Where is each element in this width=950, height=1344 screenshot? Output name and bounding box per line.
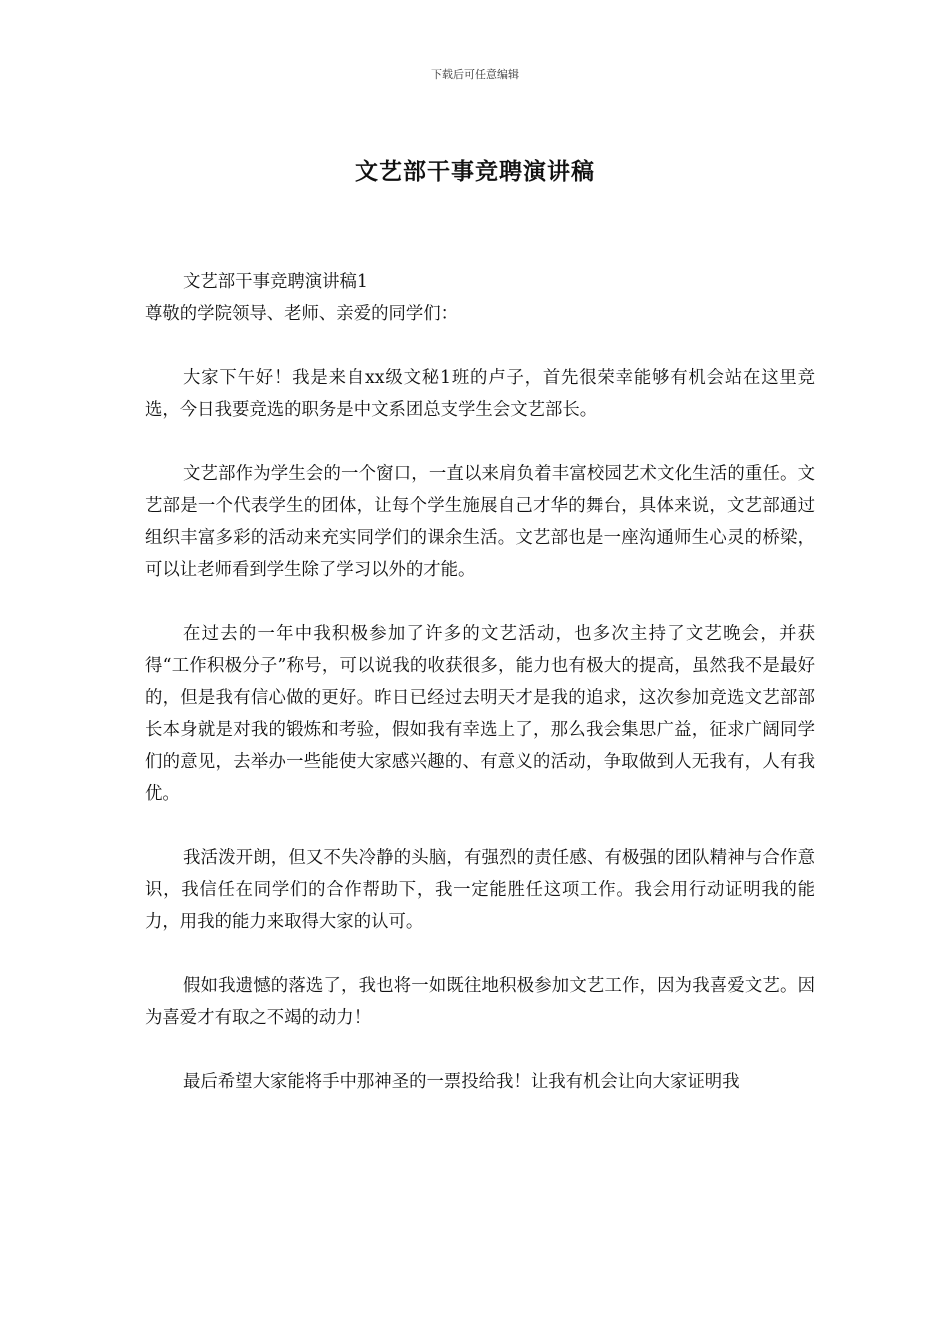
document-subtitle: 文艺部干事竞聘演讲稿1 xyxy=(183,272,368,292)
paragraph: 大家下午好！我是来自xx级文秘1班的卢子，首先很荣幸能够有机会站在这里竞选，今日我要竞选的职务是中文系团总支学生会文艺部长。 xyxy=(145,368,815,420)
paragraph: 最后希望大家能将手中那神圣的一票投给我！让我有机会让向大家证明我 xyxy=(183,1072,740,1092)
paragraph: 我活泼开朗，但又不失冷静的头脑，有强烈的责任感、有极强的团队精神与合作意识，我信任在同学们的合作帮助下，我一定能胜任这项工作。我会用行动证明我的能力，用我的能力来取得大家的认可。 xyxy=(145,848,815,932)
paragraph: 假如我遗憾的落选了，我也将一如既往地积极参加文艺工作，因为我喜爱文艺。因为喜爱才有取之不竭的动力！ xyxy=(145,976,815,1028)
paragraph: 在过去的一年中我积极参加了许多的文艺活动，也多次主持了文艺晚会，并获得“工作积极分子”称号，可以说我的收获很多，能力也有极大的提高，虽然我不是最好的，但是我有信心做的更好。昨日已经过去明天才是我的追求，这次参加竞选文艺部部长本身就是对我的锻炼和考验，假如我有幸选上了，那么我会集思广益，征求广阔同学们的意见，去举办一些能使大家感兴趣的、有意义的活动，争取做到人无我有，人有我优。 xyxy=(145,624,815,804)
page-header-note: 下载后可任意编辑 xyxy=(431,68,519,81)
paragraph: 文艺部作为学生会的一个窗口，一直以来肩负着丰富校园艺术文化生活的重任。文艺部是一个代表学生的团体，让每个学生施展自己才华的舞台，具体来说，文艺部通过组织丰富多彩的活动来充实同学们的课余生活。文艺部也是一座沟通师生心灵的桥梁，可以让老师看到学生除了学习以外的才能。 xyxy=(145,464,815,580)
document-body xyxy=(145,266,815,1098)
salutation: 尊敬的学院领导、老师、亲爱的同学们： xyxy=(145,304,459,324)
document-title: 文艺部干事竞聘演讲稿 xyxy=(355,158,595,185)
